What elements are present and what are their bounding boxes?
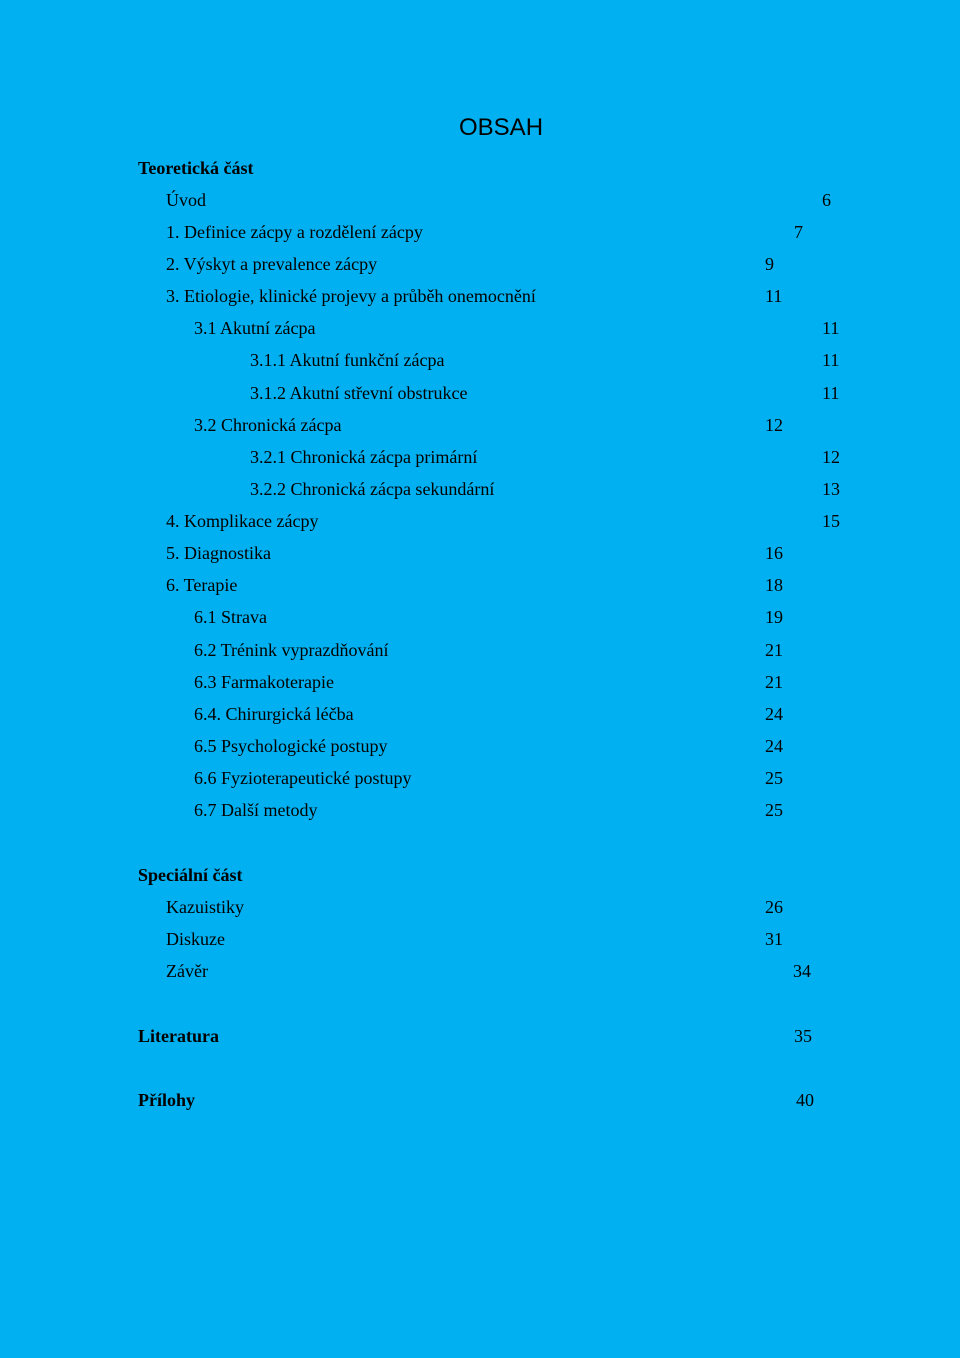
toc-page-appendices: 40 bbox=[796, 1090, 814, 1110]
toc-label-discussion: Diskuze bbox=[166, 929, 225, 949]
toc-page-1: 7 bbox=[794, 222, 803, 242]
section-heading-appendices: Přílohy bbox=[138, 1090, 195, 1110]
toc-label-6-3: 6.3 Farmakoterapie bbox=[194, 672, 334, 692]
toc-label-6-4: 6.4. Chirurgická léčba bbox=[194, 704, 354, 724]
toc-page-5: 16 bbox=[765, 543, 783, 563]
toc-page-3: 11 bbox=[765, 286, 783, 306]
toc-page-literature: 35 bbox=[794, 1026, 812, 1046]
toc-label-6: 6. Terapie bbox=[166, 575, 238, 595]
toc-label-3-2-1: 3.2.1 Chronická zácpa primární bbox=[250, 447, 478, 467]
toc-label-5: 5. Diagnostika bbox=[166, 543, 271, 563]
toc-page-3-2-2: 13 bbox=[822, 479, 840, 499]
toc-label-3-1-2: 3.1.2 Akutní střevní obstrukce bbox=[250, 383, 468, 403]
toc-label-6-1: 6.1 Strava bbox=[194, 607, 267, 627]
toc-page-6-5: 24 bbox=[765, 736, 783, 756]
section-heading-literature: Literatura bbox=[138, 1026, 219, 1046]
section-heading-special: Speciální část bbox=[138, 865, 243, 885]
section-heading-theory: Teoretická část bbox=[138, 158, 254, 178]
toc-label-case-studies: Kazuistiky bbox=[166, 897, 244, 917]
toc-page-3-1: 11 bbox=[822, 318, 840, 338]
toc-page-3-1-2: 11 bbox=[822, 383, 840, 403]
toc-label-conclusion: Závěr bbox=[166, 961, 208, 981]
toc-page-6-7: 25 bbox=[765, 800, 783, 820]
toc-label-3-1-1: 3.1.1 Akutní funkční zácpa bbox=[250, 350, 445, 370]
toc-page-6-6: 25 bbox=[765, 768, 783, 788]
toc-label-3-1: 3.1 Akutní zácpa bbox=[194, 318, 316, 338]
toc-page-2: 9 bbox=[765, 254, 774, 274]
toc-page-6-1: 19 bbox=[765, 607, 783, 627]
toc-page-6-4: 24 bbox=[765, 704, 783, 724]
toc-page-3-2-1: 12 bbox=[822, 447, 840, 467]
toc-label-3-2: 3.2 Chronická zácpa bbox=[194, 415, 342, 435]
toc-page-discussion: 31 bbox=[765, 929, 783, 949]
toc-label-6-7: 6.7 Další metody bbox=[194, 800, 318, 820]
toc-label-6-5: 6.5 Psychologické postupy bbox=[194, 736, 388, 756]
page-title: OBSAH bbox=[459, 114, 544, 141]
toc-page-6-2: 21 bbox=[765, 640, 783, 660]
toc-page-conclusion: 34 bbox=[793, 961, 811, 981]
toc-page-case-studies: 26 bbox=[765, 897, 783, 917]
toc-label-6-6: 6.6 Fyzioterapeutické postupy bbox=[194, 768, 412, 788]
toc-label-3-2-2: 3.2.2 Chronická zácpa sekundární bbox=[250, 479, 495, 499]
toc-label-3: 3. Etiologie, klinické projevy a průběh onemocnění bbox=[166, 286, 536, 306]
toc-page-6-3: 21 bbox=[765, 672, 783, 692]
toc-page-3-2: 12 bbox=[765, 415, 783, 435]
toc-page-intro: 6 bbox=[822, 190, 831, 210]
toc-label-1: 1. Definice zácpy a rozdělení zácpy bbox=[166, 222, 423, 242]
toc-label-intro: Úvod bbox=[166, 190, 206, 210]
toc-page-3-1-1: 11 bbox=[822, 350, 840, 370]
toc-label-6-2: 6.2 Trénink vyprazdňování bbox=[194, 640, 389, 660]
toc-page-4: 15 bbox=[822, 511, 840, 531]
toc-page-6: 18 bbox=[765, 575, 783, 595]
toc-label-2: 2. Výskyt a prevalence zácpy bbox=[166, 254, 378, 274]
toc-label-4: 4. Komplikace zácpy bbox=[166, 511, 319, 531]
